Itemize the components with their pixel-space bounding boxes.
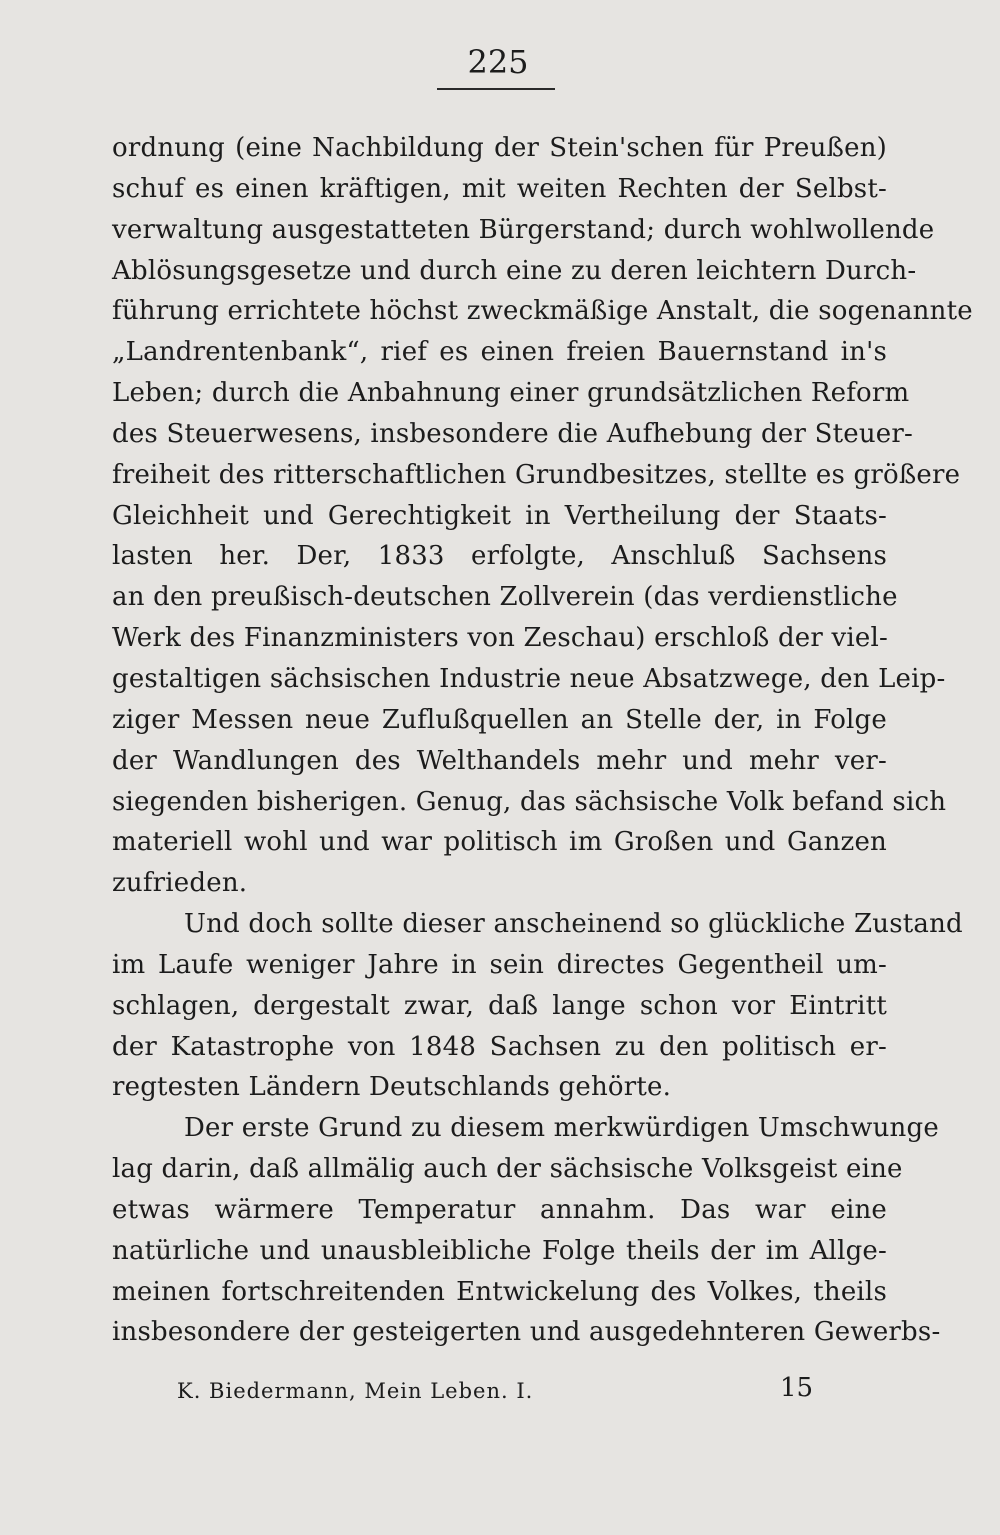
page-number: 225 (467, 43, 529, 81)
text-line: freiheit des ritterschaftlichen Grundbesitzes, stellte es größere (112, 459, 961, 490)
header-rule (437, 88, 555, 90)
text-line: Leben; durch die Anbahnung einer grundsätzlichen Reform (112, 378, 910, 409)
text-line: meinen fortschreitenden Entwickelung des Volkes, theils (112, 1276, 887, 1307)
text-line: zufrieden. (112, 868, 248, 899)
text-line: Werk des Finanzministers von Zeschau) erschloß der viel- (112, 623, 888, 654)
text-line: Gleichheit und Gerechtigkeit in Vertheilung der Staats- (112, 500, 887, 531)
text-line: der Katastrophe von 1848 Sachsen zu den politisch er- (112, 1031, 887, 1062)
text-line: ordnung (eine Nachbildung der Stein'schen für Preußen) (112, 133, 887, 163)
text-line: siegenden bisherigen. Genug, das sächsische Volk befand sich (112, 786, 947, 817)
text-line: regtesten Ländern Deutschlands gehörte. (112, 1072, 672, 1103)
text-line: materiell wohl und war politisch im Großen und Ganzen (112, 827, 887, 858)
text-line: insbesondere der gesteigerten und ausgedehnteren Gewerbs- (112, 1317, 941, 1348)
text-line: Ablösungsgesetze und durch eine zu deren leichtern Durch- (112, 255, 917, 286)
body-text (112, 128, 973, 1353)
text-line: Der erste Grund zu diesem merkwürdigen Umschwunge (184, 1113, 939, 1144)
signature-line: K. Biedermann, Mein Leben. I. (177, 1379, 534, 1403)
text-line: schlagen, dergestalt zwar, daß lange schon vor Eintritt (112, 990, 887, 1021)
text-line: ziger Messen neue Zuflußquellen an Stelle der, in Folge (112, 704, 887, 735)
text-line: im Laufe weniger Jahre in sein directes Gegentheil um- (112, 949, 887, 980)
text-line: an den preußisch-deutschen Zollverein (das verdienstliche (112, 582, 898, 613)
text-line: des Steuerwesens, insbesondere die Aufhebung der Steuer- (112, 418, 913, 449)
text-line: gestaltigen sächsischen Industrie neue Absatzwege, den Leip- (112, 663, 946, 694)
sheet-number: 15 (780, 1373, 814, 1403)
text-line: lasten her. Der, 1833 erfolgte, Anschluß Sachsens (112, 541, 887, 572)
text-line: natürliche und unausbleibliche Folge theils der im Allge- (112, 1235, 887, 1266)
text-line: Und doch sollte dieser anscheinend so glückliche Zustand (184, 909, 963, 940)
text-line: der Wandlungen des Welthandels mehr und mehr ver- (112, 745, 887, 776)
page-footer (177, 1370, 817, 1406)
text-line: „Landrentenbank“, rief es einen freien Bauernstand in's (112, 337, 887, 368)
text-line: schuf es einen kräftigen, mit weiten Rechten der Selbst- (112, 173, 887, 204)
text-line: etwas wärmere Temperatur annahm. Das war eine (112, 1194, 887, 1225)
text-line: führung errichtete höchst zweckmäßige Anstalt, die sogenannte (112, 296, 973, 327)
text-line: verwaltung ausgestatteten Bürgerstand; durch wohlwollende (112, 214, 935, 245)
text-line: lag darin, daß allmälig auch der sächsische Volksgeist eine (112, 1154, 903, 1185)
